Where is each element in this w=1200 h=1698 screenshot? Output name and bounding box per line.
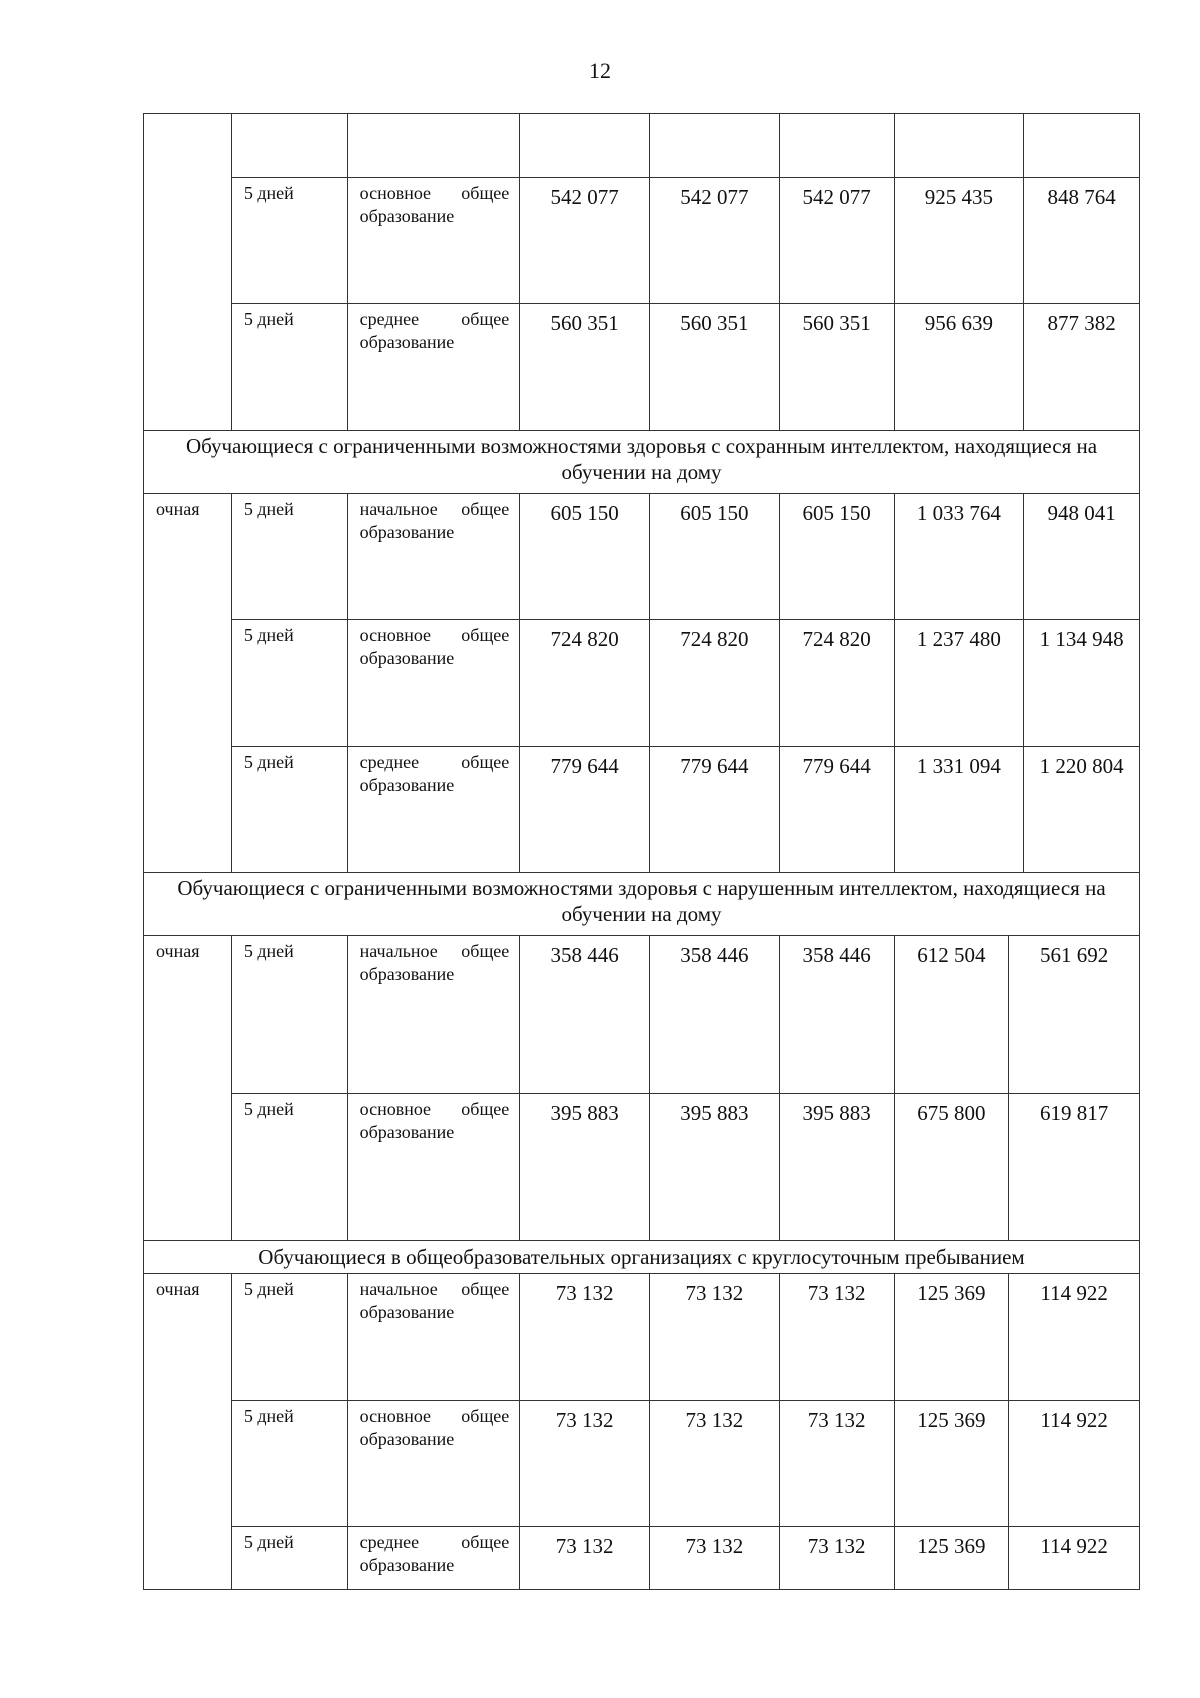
days-cell: 5 дней (231, 304, 347, 430)
table-row (144, 746, 1139, 872)
value-cell: 114 922 (1008, 1527, 1139, 1589)
value-cell: 73 132 (519, 1274, 649, 1400)
cost-table (143, 113, 1140, 1590)
value-cell: 779 644 (649, 747, 779, 872)
value-cell: 73 132 (779, 1274, 894, 1400)
level-word: среднее (359, 1532, 420, 1552)
level-word: общее (461, 1099, 510, 1119)
form-cell: очная (156, 941, 200, 961)
value-cell: 948 041 (1023, 494, 1139, 619)
level-cell (347, 494, 520, 619)
value-cell: 125 369 (894, 1527, 1009, 1589)
level-word: начальное (359, 1279, 438, 1299)
form-cell: очная (156, 499, 200, 519)
level-cell (347, 1274, 520, 1400)
days-cell: 5 дней (231, 747, 347, 872)
level-word: общее (461, 183, 510, 203)
section-heading: Обучающиеся в общеобразовательных организациях с круглосуточным пребыванием (144, 1240, 1139, 1273)
value-cell: 1 220 804 (1023, 747, 1139, 872)
level-word: образование (359, 522, 455, 542)
value-cell: 675 800 (894, 1094, 1009, 1240)
value-cell: 358 446 (779, 936, 894, 1093)
table-cell (519, 114, 649, 177)
value-cell: 724 820 (649, 620, 779, 746)
level-cell (347, 1094, 520, 1240)
level-cell (347, 747, 520, 872)
form-cell (144, 1526, 231, 1589)
value-cell: 73 132 (779, 1401, 894, 1526)
level-word: начальное (359, 499, 438, 519)
level-word: общее (461, 625, 510, 645)
level-word: основное (359, 183, 432, 203)
table-row (144, 619, 1139, 746)
days-cell: 5 дней (231, 1094, 347, 1240)
table-row-empty (144, 114, 1139, 177)
value-cell: 358 446 (519, 936, 649, 1093)
value-cell: 73 132 (649, 1527, 779, 1589)
value-cell: 73 132 (649, 1274, 779, 1400)
table-cell (347, 114, 520, 177)
level-word: образование (359, 964, 455, 984)
days-cell: 5 дней (231, 620, 347, 746)
value-cell: 395 883 (779, 1094, 894, 1240)
level-word: общее (461, 1532, 510, 1552)
level-word: образование (359, 648, 455, 668)
value-cell: 560 351 (649, 304, 779, 430)
value-cell: 125 369 (894, 1274, 1009, 1400)
table-cell (144, 114, 231, 177)
value-cell: 561 692 (1008, 936, 1139, 1093)
level-word: образование (359, 332, 455, 352)
level-word: образование (359, 1302, 455, 1322)
value-cell: 619 817 (1008, 1094, 1139, 1240)
value-cell: 605 150 (519, 494, 649, 619)
level-cell (347, 620, 520, 746)
value-cell: 1 134 948 (1023, 620, 1139, 746)
table-cell (649, 114, 779, 177)
days-cell: 5 дней (231, 936, 347, 1093)
value-cell: 605 150 (649, 494, 779, 619)
table-row (144, 303, 1139, 430)
table-cell (779, 114, 894, 177)
value-cell: 1 237 480 (894, 620, 1024, 746)
level-word: общее (461, 499, 510, 519)
form-cell (144, 746, 231, 872)
value-cell: 1 331 094 (894, 747, 1024, 872)
value-cell: 542 077 (779, 178, 894, 303)
value-cell: 779 644 (779, 747, 894, 872)
value-cell: 125 369 (894, 1401, 1009, 1526)
value-cell: 358 446 (649, 936, 779, 1093)
level-word: среднее (359, 309, 420, 329)
table-row (144, 493, 1139, 619)
table-row (144, 177, 1139, 303)
level-cell (347, 1401, 520, 1526)
value-cell: 779 644 (519, 747, 649, 872)
value-cell: 542 077 (519, 178, 649, 303)
value-cell: 560 351 (779, 304, 894, 430)
value-cell: 114 922 (1008, 1401, 1139, 1526)
level-word: образование (359, 775, 455, 795)
days-cell: 5 дней (231, 178, 347, 303)
section-heading: Обучающиеся с ограниченными возможностями здоровья с нарушенным интеллектом, находящиеся на обучении на дому (144, 872, 1139, 935)
page-number: 12 (589, 58, 611, 83)
table-cell (1023, 114, 1139, 177)
level-cell (347, 178, 520, 303)
form-cell (144, 303, 231, 430)
value-cell: 612 504 (894, 936, 1009, 1093)
form-cell: очная (156, 1279, 200, 1299)
section-heading: Обучающиеся с ограниченными возможностями здоровья с сохранным интеллектом, находящиеся на обучении на дому (144, 430, 1139, 493)
value-cell: 542 077 (649, 178, 779, 303)
table-cell (231, 114, 347, 177)
value-cell: 395 883 (649, 1094, 779, 1240)
table-row (144, 1526, 1139, 1589)
value-cell: 956 639 (894, 304, 1024, 430)
level-word: общее (461, 941, 510, 961)
level-word: общее (461, 1406, 510, 1426)
form-cell (144, 1093, 231, 1240)
value-cell: 1 033 764 (894, 494, 1024, 619)
table-row (144, 1093, 1139, 1240)
level-word: основное (359, 1099, 432, 1119)
value-cell: 724 820 (519, 620, 649, 746)
value-cell: 395 883 (519, 1094, 649, 1240)
days-cell: 5 дней (231, 1401, 347, 1526)
level-word: общее (461, 752, 510, 772)
value-cell: 877 382 (1023, 304, 1139, 430)
level-cell (347, 304, 520, 430)
level-word: начальное (359, 941, 438, 961)
value-cell: 73 132 (649, 1401, 779, 1526)
level-word: основное (359, 625, 432, 645)
value-cell: 73 132 (519, 1527, 649, 1589)
form-cell (144, 177, 231, 303)
form-cell (144, 1400, 231, 1526)
table-row (144, 1273, 1139, 1400)
days-cell: 5 дней (231, 1274, 347, 1400)
level-cell (347, 936, 520, 1093)
level-cell (347, 1527, 520, 1589)
level-word: образование (359, 1429, 455, 1449)
table-row (144, 1400, 1139, 1526)
level-word: среднее (359, 752, 420, 772)
level-word: основное (359, 1406, 432, 1426)
days-cell: 5 дней (231, 494, 347, 619)
value-cell: 724 820 (779, 620, 894, 746)
level-word: общее (461, 1279, 510, 1299)
level-word: образование (359, 206, 455, 226)
value-cell: 73 132 (779, 1527, 894, 1589)
form-cell (144, 619, 231, 746)
table-cell (894, 114, 1024, 177)
value-cell: 605 150 (779, 494, 894, 619)
value-cell: 560 351 (519, 304, 649, 430)
value-cell: 848 764 (1023, 178, 1139, 303)
level-word: образование (359, 1122, 455, 1142)
table-row (144, 935, 1139, 1093)
level-word: образование (359, 1555, 455, 1575)
value-cell: 114 922 (1008, 1274, 1139, 1400)
value-cell: 925 435 (894, 178, 1024, 303)
level-word: общее (461, 309, 510, 329)
days-cell: 5 дней (231, 1527, 347, 1589)
value-cell: 73 132 (519, 1401, 649, 1526)
